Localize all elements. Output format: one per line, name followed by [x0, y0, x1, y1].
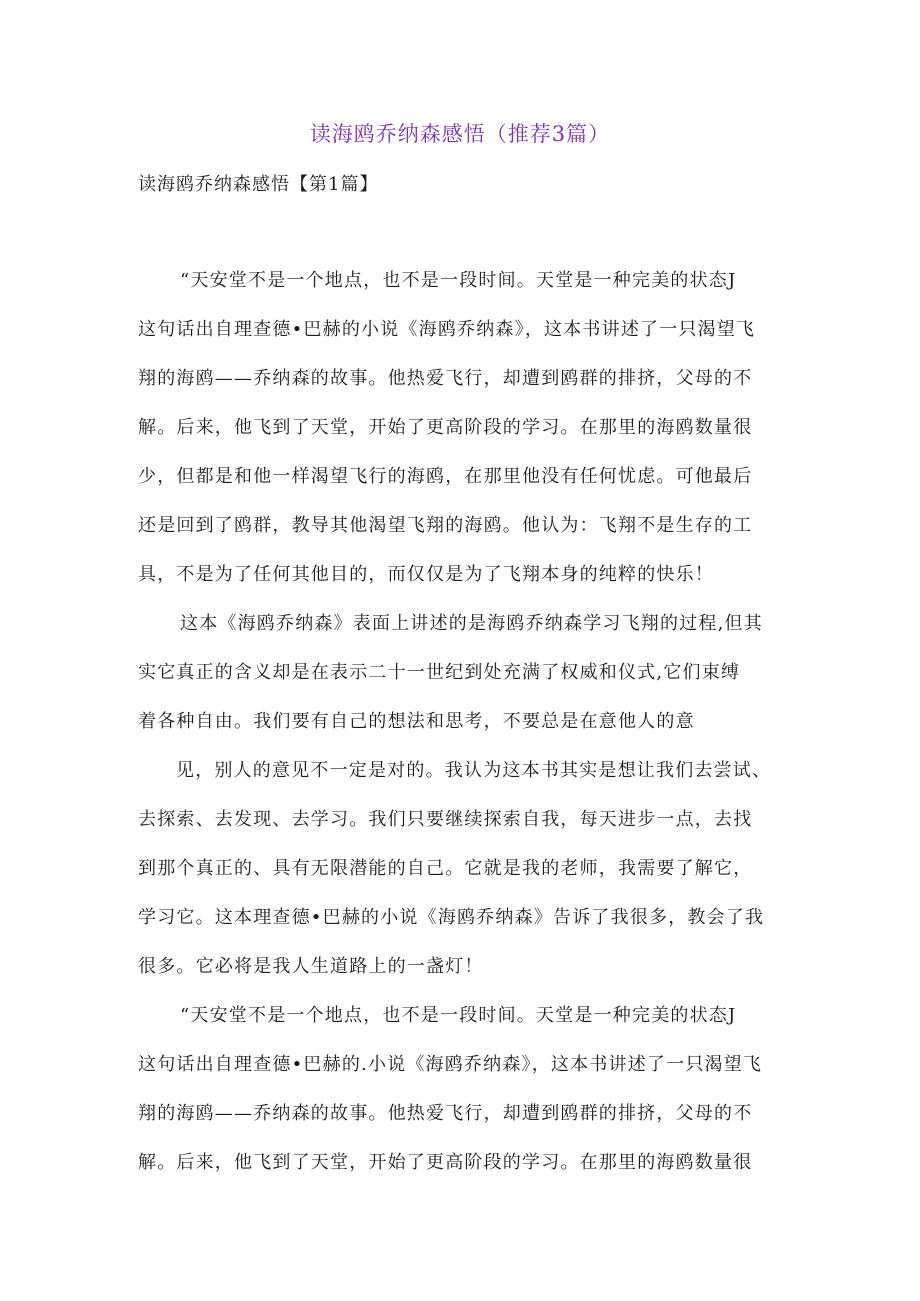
- section-heading: 读海鸥乔纳森感悟【第1篇】: [138, 174, 379, 195]
- body-line: 少，但都是和他一样渴望飞行的海鸥，在那里他没有任何忧虑。可他最后: [138, 466, 753, 487]
- body-line: 很多。它必将是我人生道路上的一盏灯！: [138, 956, 484, 977]
- body-line: 还是回到了鸥群，教导其他渴望飞翔的海鸥。他认为：飞翔不是生存的工: [138, 515, 753, 536]
- body-line: 这本《海鸥乔纳森》表面上讲述的是海鸥乔纳森学习飞翔的过程,但其: [180, 613, 763, 634]
- body-line: 实它真正的含义却是在表示二十一世纪到处充满了权威和仪式,它们束缚: [138, 662, 741, 683]
- body-line: 具，不是为了任何其他目的，而仅仅是为了飞翔本身的纯粹的快乐！: [138, 564, 714, 585]
- body-line: “天安堂不是一个地点，也不是一段时间。天堂是一种完美的状态J: [180, 270, 737, 291]
- body-line: 到那个真正的、具有无限潜能的自己。它就是我的老师，我需要了解它，: [138, 858, 753, 879]
- body-line: 学习它。这本理查德•巴赫的小说《海鸥乔纳森》告诉了我很多，教会了我: [138, 907, 765, 928]
- body-line: 着各种自由。我们要有自己的想法和思考，不要总是在意他人的意: [138, 711, 695, 732]
- body-line: 解。后来，他飞到了天堂，开始了更高阶段的学习。在那里的海鸥数量很: [138, 417, 753, 438]
- body-line: 去探索、去发现、去学习。我们只要继续探索自我，每天进步一点，去找: [138, 809, 753, 830]
- body-line: 这句话出自理查德•巴赫的.小说《海鸥乔纳森》，这本书讲述了一只渴望飞: [138, 1054, 763, 1075]
- document-title: 读海鸥乔纳森感悟（推荐3篇）: [309, 122, 611, 146]
- body-line: 解。后来，他飞到了天堂，开始了更高阶段的学习。在那里的海鸥数量很: [138, 1152, 753, 1173]
- body-line: 这句话出自理查德•巴赫的小说《海鸥乔纳森》，这本书讲述了一只渴望飞: [138, 319, 756, 340]
- body-line: 翔的海鸥——乔纳森的故事。他热爱飞行，却遭到鸥群的排挤，父母的不: [138, 368, 753, 389]
- body-line: 见，别人的意见不一定是对的。我认为这本书其实是想让我们去尝试、: [176, 760, 772, 781]
- body-line: “天安堂不是一个地点，也不是一段时间。天堂是一种完美的状态J: [180, 1005, 737, 1026]
- body-line: 翔的海鸥——乔纳森的故事。他热爱飞行，却遭到鸥群的排挤，父母的不: [138, 1103, 753, 1124]
